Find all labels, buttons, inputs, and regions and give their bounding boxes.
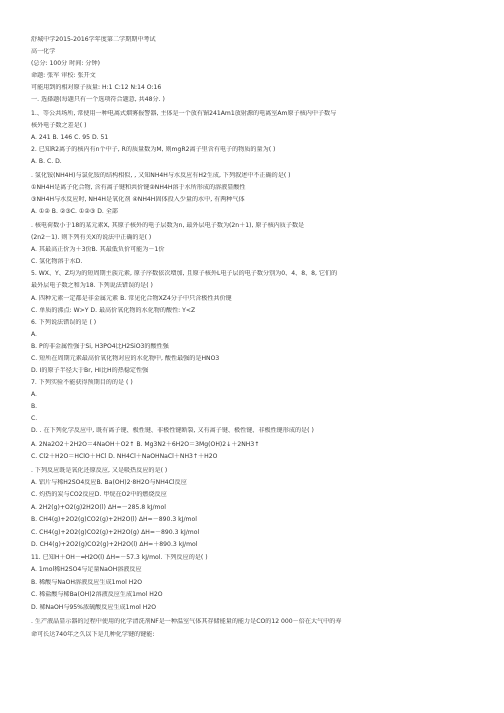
text-line: ①NH4H是离子化合物, 含有离子键和共价键②NH4H溶于水所形成的溶液显酸性 [31, 184, 246, 191]
text-line: C. CH4(g)+2O2(g)CO2(g)+2H2O(g) ΔH=－890.3 kJ/mol [31, 529, 200, 536]
text-line: A. B. C. D. [31, 158, 62, 165]
text-line: (2n2－1). 则下列有关X的说法中正确的是( ) [31, 234, 152, 241]
text-line: C. 稀盐酸与稀Ba(OH)2溶液反应生成1mol H2O [31, 591, 163, 598]
text-line: C. 单质的沸点: W>Y D. 最高价氧化物的水化物的酸性: Y<Z [31, 307, 196, 314]
text-line: D. I的原子半径大于Br, HI比H的热稳定性强 [31, 367, 149, 374]
text-line: 命题: 张军 审校: 张开文 [31, 72, 96, 79]
text-line: A. 1mol稀H2SO4与足量NaOH溶液反应 [31, 566, 142, 573]
text-line: B. P的非金属性强于Si, H3PO4比H2SiO3的酸性强 [31, 343, 169, 350]
text-line: A. [31, 391, 37, 398]
text-line: 1.、等公共场所, 常使用一种电离式烟雾报警器, 主体是一个放有镅241Am1放射源的电离室Am原子核内中子数与 [31, 110, 337, 117]
text-line: . 氢化铵(NH4H)与氯化铵的结构相似, , 又知NH4H与水反应有H2生成, 下列叙述中不正确的是( ) [31, 172, 291, 179]
text-line: A. 其最高正价为＋3价B. 其最低负价可能为－1价 [31, 246, 165, 253]
text-line: A. 241 B. 146 C. 95 D. 51 [31, 134, 109, 141]
text-line: 7. 下列实验不能获得预期目的的是 ( ) [31, 379, 133, 386]
text-line: C. 灼热的炭与CO2反应D. 甲烷在O2中的燃烧反应 [31, 491, 167, 498]
text-line: B. 稀酸与NaOH溶液反应生成1mol H2O [31, 579, 142, 586]
text-line: 一. 选择题(每题只有一个选项符合题意, 共48分. ) [31, 96, 165, 103]
text-line: C. Cl2＋H2O＝HClO＋HCl D. NH4Cl＋NaOHNaCl＋NH3↑＋H2O [31, 453, 218, 460]
text-line: 舒城中学2015-2016学年度第二学期期中考试 [31, 36, 156, 43]
text-line: . 核电荷数小于18的某元素X, 其原子核外的电子层数为n, 最外层电子数为(2n＋1), 原子核内质子数是 [31, 222, 305, 229]
text-line: . 生产液晶显示器的过程中使用的化学清洗剂NF是一种温室气体其存储能量的能力是CO的12 000－倍在大气中的寿 [31, 618, 342, 625]
text-line: 高一化学 [31, 48, 56, 55]
text-line: D. . 在下列化学反应中, 既有离子键、极性键、非极性键断裂, 又有离子键、极性键、非极性键形成的是( ) [31, 427, 314, 434]
text-line: 核外电子数之差是( ) [31, 122, 87, 129]
text-line: 命可长达740年之久以下是几种化学键的键能: [31, 631, 155, 638]
text-line: 11. 已知H＋OH－═H2O(l) ΔH=－57.3 kJ/mol. 下列反应的是( ) [31, 554, 208, 561]
text-line: C. 氢化物溶于水D. [31, 258, 83, 265]
text-line: A. 2Na2O2＋2H2O＝4NaOH＋O2↑ B. Mg3N2＋6H2O＝3Mg(OH)2↓＋2NH3↑ [31, 441, 260, 448]
text-line: (总分: 100分 时间: 分钟) [31, 60, 100, 67]
text-line: . 下列反应既是氧化还原反应, 又是吸热反应的是( ) [31, 467, 168, 474]
text-line: A. [31, 331, 37, 338]
text-line: 2. 已知R2离子的核内有n个中子, R的质量数为M, 则mgR2离子里含有电子的物质的量为( ) [31, 146, 276, 153]
text-line: D. 稀NaOH与95%浓硫酸反应生成1mol H2O [31, 604, 157, 611]
text-line: B. CH4(g)+2O2(g)CO2(g)+2H2O(l) ΔH=－890.3 kJ/mol [31, 516, 197, 523]
text-line: 5. WX、Y、Z均为的短周期主族元素, 原子序数依次增加, 且原子核外L电子层的电子数分别为0、4、8、8, 它们的 [31, 270, 338, 277]
text-line: B. [31, 403, 38, 410]
text-line: C. 短所在周期元素最高价氧化物对应的水化物中, 酸性最强的是HNO3 [31, 355, 220, 362]
text-line: ③NH4H与水反应时, NH4H是氧化剂 ④NH4H固体投入少量的水中, 有两种气体 [31, 196, 245, 203]
text-line: 最外层电子数之和为18. 下列说法错误的是( ) [31, 282, 153, 289]
text-line: D. CH4(g)+2O2(g)CO2(g)+2H2O(l) ΔH=＋890.3 kJ/mol [31, 541, 198, 548]
text-line: 可能用到的相对原子质量: H:1 C:12 N:14 O:16 [31, 84, 162, 91]
text-line: C. [31, 415, 38, 422]
text-line: A. 四种元素一定都是非金属元素 B. 常见化合物XZ4分子中只含极性共价键 [31, 295, 232, 302]
text-line: A. 2H2(g)+O2(g)2H2O(l) ΔH=－285.8 kJ/mol [31, 504, 166, 511]
text-line: A. 铝片与稀H2SO4反应B. Ba(OH)2·8H2O与NH4Cl反应 [31, 479, 187, 486]
text-line: 6. 下列说法错误的是 ( ) [31, 319, 97, 326]
text-line: A. ①② B. ②③C. ①②③ D. 全部 [31, 208, 118, 215]
